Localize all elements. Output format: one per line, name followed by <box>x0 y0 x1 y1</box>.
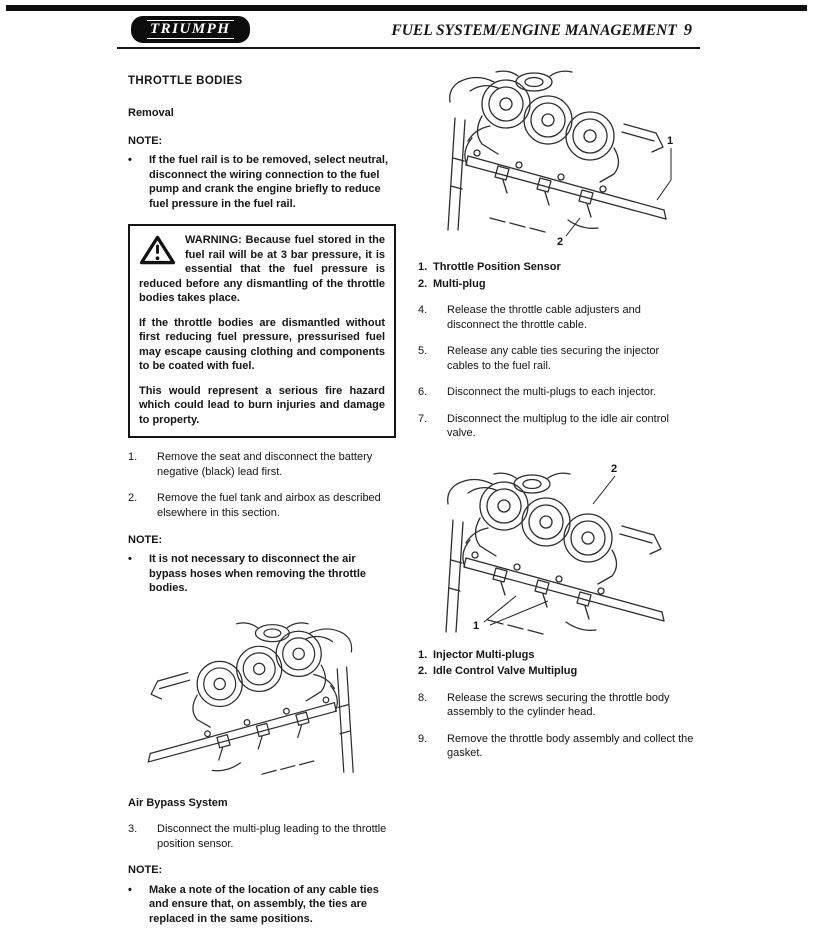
section-title: THROTTLE BODIES <box>128 75 243 87</box>
note-text: Make a note of the location of any cable ties and ensure that, on assembly, the ties are replaced in the same positions. <box>149 883 379 925</box>
step-number: 9. <box>418 732 428 745</box>
warning-paragraph-2: If the throttle bodies are dismantled without first reducing fuel pressure, pressurised fuel may escape causing clothing and components to be coated with fuel. <box>139 316 385 373</box>
triumph-logo <box>131 16 250 43</box>
step-item-2 <box>128 491 396 520</box>
note-label: NOTE: <box>128 134 163 147</box>
warning-paragraph-3: This would represent a serious fire hazard which could lead to burn injuries and damage to property. <box>139 384 385 426</box>
page-header <box>131 16 692 43</box>
throttle-body-art <box>448 71 666 232</box>
step-text: Release any cable ties securing the injector cables to the fuel rail. <box>447 345 660 372</box>
step-number: 8. <box>418 691 428 704</box>
triumph-logo-text: TRIUMPH <box>147 20 234 39</box>
figure1-callout-2: 2 <box>557 236 564 248</box>
legend-label: Idle Control Valve Multiplug <box>433 665 578 678</box>
step-text: Release the screws securing the throttle body assembly to the cylinder head. <box>447 691 670 719</box>
left-column <box>128 74 396 937</box>
legend-item <box>418 277 694 292</box>
warning-text-1: Because fuel stored in the fuel rail will be at 3 bar pressure, it is essential that the fuel pressure is reduced before any dismantling of the throttle bodies takes place. <box>139 234 385 305</box>
legend-item <box>418 260 694 275</box>
throttle-body-line-art <box>418 56 692 252</box>
figure-throttle-position-sensor <box>418 56 694 252</box>
note-item <box>128 883 396 927</box>
step-number: 5. <box>418 345 428 358</box>
subsection-title: Removal <box>128 107 174 120</box>
legend-item <box>418 664 694 679</box>
callout-leader-line <box>484 596 516 622</box>
step-number: 3. <box>128 823 138 836</box>
step-item-3 <box>128 822 396 851</box>
bullet-marker: • <box>128 883 132 896</box>
bullet-marker: • <box>128 154 132 167</box>
note-item <box>128 153 396 211</box>
step-number: 7. <box>418 412 428 425</box>
throttle-body-art-mirrored <box>148 622 353 773</box>
step-item-5 <box>418 344 694 373</box>
step-text: Remove the throttle body assembly and collect the gasket. <box>447 732 694 760</box>
figure1-callout-1: 1 <box>667 135 674 147</box>
legend-item <box>418 648 694 663</box>
note-item <box>128 552 396 596</box>
warning-box <box>128 224 396 438</box>
page-number: 9 <box>683 19 692 39</box>
callout-leader-line <box>490 601 548 625</box>
throttle-body-line-art <box>418 456 692 642</box>
note-label: NOTE: <box>128 864 163 877</box>
legend-label: Injector Multi-plugs <box>433 648 535 661</box>
top-rule <box>6 5 807 11</box>
step-item-8 <box>418 691 694 720</box>
header-title-text: FUEL SYSTEM/ENGINE MANAGEMENT <box>391 21 677 39</box>
legend-number: 2. <box>418 277 428 290</box>
figure2-callout-2: 2 <box>611 462 618 475</box>
legend-number: 1. <box>418 261 428 273</box>
step-item-4 <box>418 303 694 332</box>
throttle-body-art <box>446 473 664 634</box>
step-item-6 <box>418 385 694 400</box>
step-number: 2. <box>128 492 138 505</box>
callout-leader-line <box>593 476 615 504</box>
figure-injector-multiplugs <box>418 456 694 642</box>
step-number: 1. <box>128 451 138 464</box>
step-item-7 <box>418 412 694 441</box>
note-text: It is not necessary to disconnect the air bypass hoses when removing the throttle bodies. <box>149 553 366 595</box>
figure2-callout-1: 1 <box>473 619 480 632</box>
step-number: 6. <box>418 386 428 399</box>
step-text: Disconnect the multiplug to the idle air control valve. <box>447 412 669 440</box>
legend-label: Throttle Position Sensor <box>433 261 561 273</box>
figure-air-bypass-system <box>126 612 396 790</box>
legend-label: Multi-plug <box>433 277 486 290</box>
step-text: Release the throttle cable adjusters and disconnect the throttle cable. <box>447 304 641 331</box>
right-column <box>418 56 694 773</box>
step-text: Remove the fuel tank and airbox as described elsewhere in this section. <box>157 492 381 519</box>
bullet-marker: • <box>128 553 132 566</box>
callout-leader-line <box>657 148 671 200</box>
note-label: NOTE: <box>128 533 163 546</box>
step-text: Remove the seat and disconnect the battery negative (black) lead first. <box>157 451 373 478</box>
header-rule <box>117 47 700 49</box>
warning-label: WARNING: <box>185 234 242 247</box>
throttle-body-line-art <box>126 612 376 790</box>
figure-caption: Air Bypass System <box>128 796 228 809</box>
header-title <box>391 20 692 40</box>
step-text: Disconnect the multi-plugs to each injector. <box>447 386 657 399</box>
step-text: Disconnect the multi-plug leading to the throttle position sensor. <box>157 823 387 850</box>
legend-number: 2. <box>418 665 428 678</box>
step-item-9 <box>418 732 694 761</box>
legend-number: 1. <box>418 648 428 661</box>
step-item-1 <box>128 450 396 479</box>
warning-triangle-icon <box>139 234 176 265</box>
note-text: If the fuel rail is to be removed, select neutral, disconnect the wiring connection to the fuel pump and crank the engine briefly to reduce fuel pressure in the fuel rail. <box>149 154 389 210</box>
step-number: 4. <box>418 304 428 317</box>
